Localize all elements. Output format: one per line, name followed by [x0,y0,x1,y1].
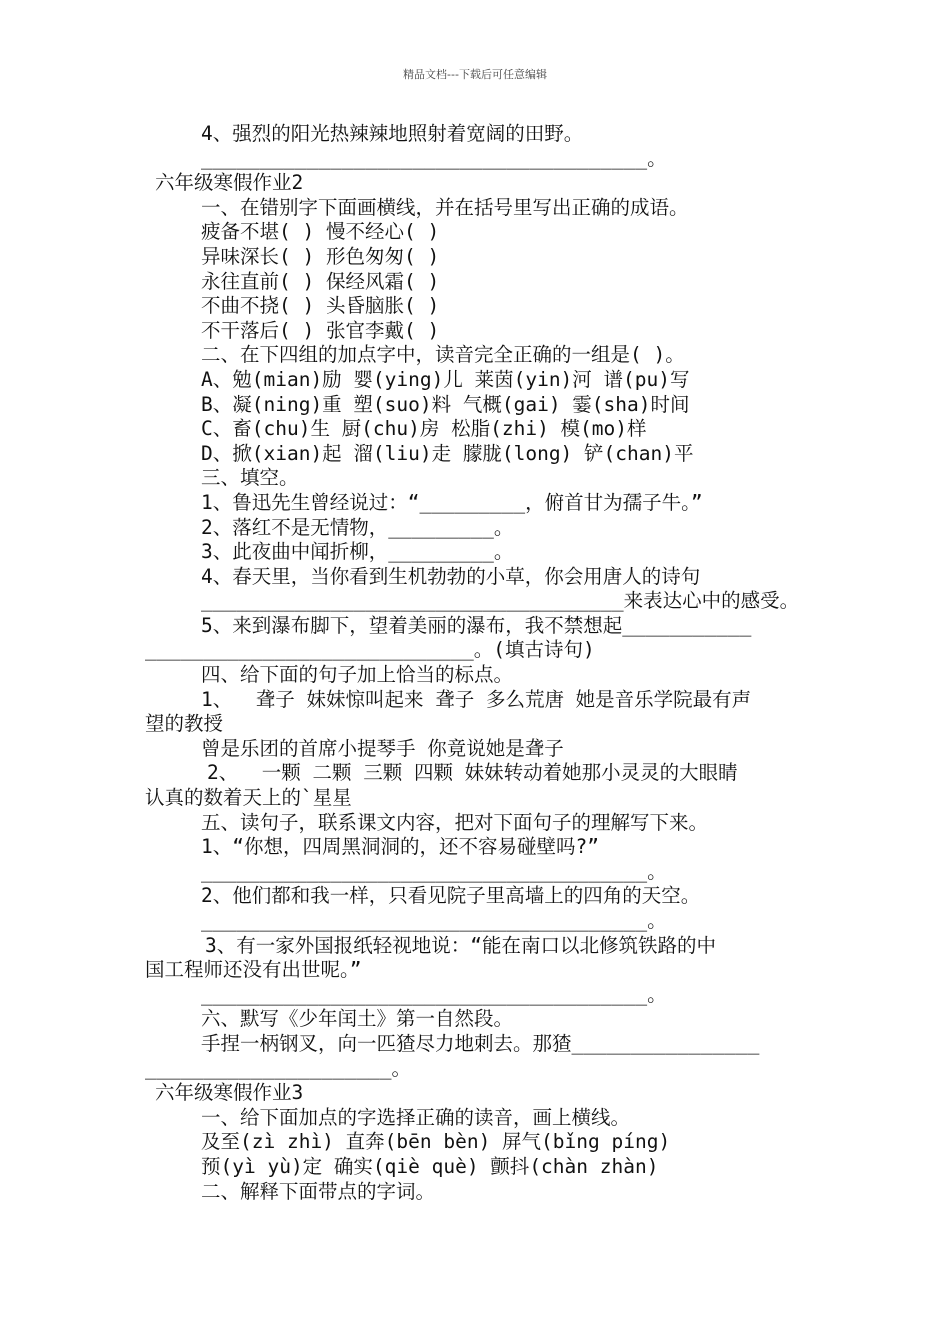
answer-blank-line: ______________________________________。 [201,859,667,883]
option-a: A、勉(mian)励 婴(ying)儿 莱茵(yin)河 谱(pu)写 [201,367,690,391]
document-body [145,122,810,1204]
question-heading: 一、在错别字下面画横线，并在括号里写出正确的成语。 [201,195,689,219]
text-line: 手捏一柄钢叉，向一匹猹尽力地刺去。那猹________________ [201,1031,760,1055]
question-heading: 三、填空。 [201,466,299,490]
text-line: 5、来到瀑布脚下，望着美丽的瀑布，我不禁想起___________ [201,613,752,637]
text-line: 预(yì yù)定 确实(qiè què) 颤抖(chàn zhàn) [201,1154,659,1178]
question-heading: 二、在下四组的加点字中，读音完全正确的一组是( )。 [201,343,685,367]
text-line: 国工程师还没有出世呢。” [145,958,362,982]
answer-blank-line: ____________________________________来表达心中的感受。 [201,589,800,613]
text-line: 望的教授 [145,712,224,736]
answer-blank-line: ____________________________。(填古诗句) [145,638,595,662]
page-header: 精品文档---下载后可任意编辑 [403,68,547,81]
text-line: 1、“你想，四周黑洞洞的，还不容易碰壁吗?” [201,835,599,859]
text-line: 不干落后( ) 张官李戴( ) [201,318,440,342]
text-line: 不曲不挠( ) 头昏脑胀( ) [201,294,440,318]
question-heading: 四、给下面的句子加上恰当的标点。 [201,663,514,687]
text-line: 2、他们都和我一样，只看见院子里高墙上的四角的天空。 [201,884,701,908]
text-line: 异味深长( ) 形色匆匆( ) [201,244,440,268]
option-b: B、凝(ning)重 塑(suo)料 气概(gai) 霎(sha)时间 [201,392,690,416]
text-line: 曾是乐团的首席小提琴手 你竟说她是聋子 [201,736,564,760]
answer-blank-line: ______________________________________。 [201,146,667,170]
question-heading: 二、解释下面带点的字词。 [201,1179,436,1203]
option-d: D、掀(xian)起 溜(liu)走 朦胧(long) 铲(chan)平 [201,441,694,465]
section-title: 六年级寒假作业3 [155,1081,304,1105]
question-heading: 五、读句子，联系课文内容，把对下面句子的理解写下来。 [201,810,709,834]
text-line: 3、此夜曲中闻折柳，_________。 [201,540,514,564]
text-line: 1、鲁迅先生曾经说过：“_________，俯首甘为孺子牛。” [201,490,703,514]
text-line: 及至(zì zhì) 直奔(bēn bèn) 屏气(bǐng píng) [201,1130,671,1154]
text-line: 2、落红不是无情物，_________。 [201,515,514,539]
text-line: 4、强烈的阳光热辣辣地照射着宽阔的田野。 [201,122,584,145]
answer-blank-line: ______________________________________。 [201,909,667,932]
text-line: 1、 聋子 妹妹惊叫起来 聋子 多么荒唐 她是音乐学院最有声 [201,687,752,711]
option-c: C、畜(chu)生 厨(chu)房 松脂(zhi) 模(mo)样 [201,417,647,441]
question-heading: 六、默写《少年闰土》第一自然段。 [201,1007,514,1031]
text-line: 4、春天里，当你看到生机勃勃的小草，你会用唐人的诗句 [201,564,701,588]
text-line: 3、有一家外国报纸轻视地说：“能在南口以北修筑铁路的中 [205,933,716,957]
answer-blank-line: _____________________。 [145,1056,412,1080]
text-line: 永往直前( ) 保经风霜( ) [201,269,440,293]
text-line: 2、 一颗 二颗 三颗 四颗 妹妹转动着她那小灵灵的大眼睛 [207,761,738,785]
question-heading: 一、给下面加点的字选择正确的读音，画上横线。 [201,1105,631,1129]
answer-blank-line: ______________________________________。 [201,982,667,1006]
text-line: 认真的数着天上的`星星 [145,786,352,810]
section-title: 六年级寒假作业2 [155,171,304,195]
text-line: 疲备不堪( ) 慢不经心( ) [201,220,440,244]
